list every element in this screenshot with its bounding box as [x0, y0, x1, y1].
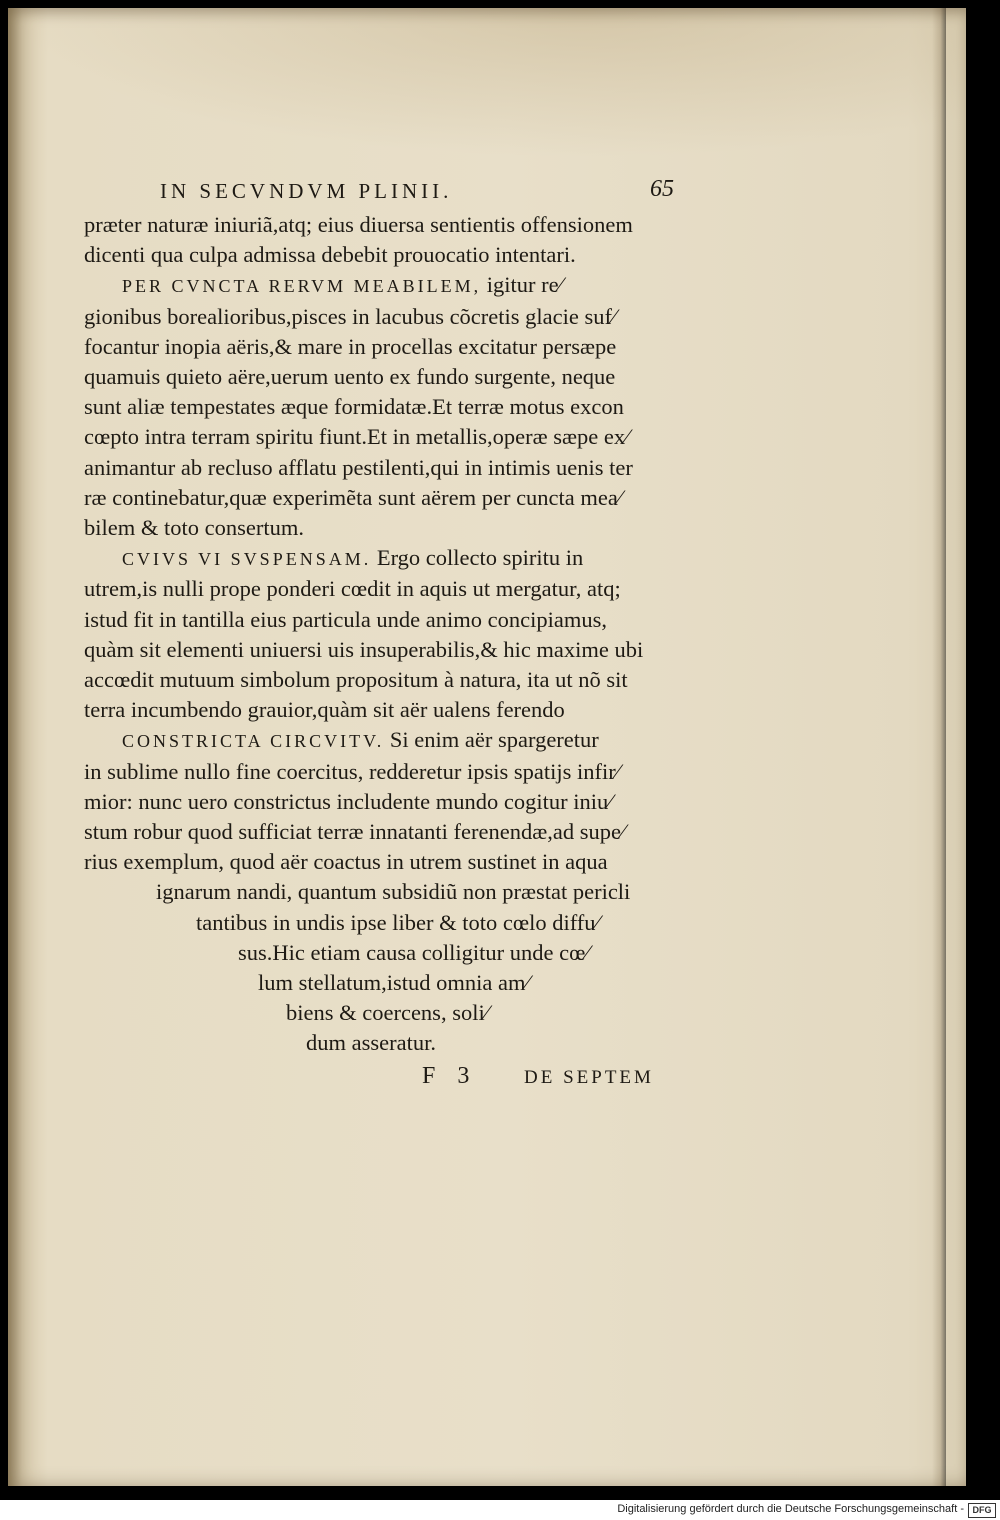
page-stain — [8, 8, 966, 158]
text-line: accœdit mutuum simbolum propositum à natura, ita ut nõ sit — [84, 667, 628, 693]
running-title: IN SECVNDVM PLINII. — [160, 179, 453, 203]
text-span: Ergo collecto spiritu in — [371, 545, 584, 571]
text-line: in sublime nullo fine coercitus, redderetur ipsis spatijs infir⁄ — [84, 758, 620, 784]
lemma: CVIVS VI SVSPENSAM. — [122, 549, 372, 570]
signature-mark: F 3 — [422, 1062, 478, 1089]
text-line: terra incumbendo grauior,quàm sit aër ualens ferendo — [84, 697, 565, 723]
text-line: mior: nunc uero constrictus includente mundo cogitur iniu⁄ — [84, 788, 613, 814]
text-line: quàm sit elementi uniuersi uis insuperabilis,& hic maxime ubi — [84, 636, 644, 662]
lemma: CONSTRICTA CIRCVITV. — [122, 731, 385, 752]
text-span: Si enim aër spargeretur — [384, 727, 599, 753]
taper-line: dum asseratur. — [306, 1030, 436, 1056]
text-line: animantur ab recluso afflatu pestilenti,qui in intimis uenis ter — [84, 454, 633, 480]
text-line: istud fit in tantilla eius particula unde animo concipiamus, — [84, 606, 608, 632]
text-line: sunt aliæ tempestates æque formidatæ.Et terræ motus excon — [84, 394, 624, 420]
text-line: focantur inopia aëris,& mare in procellas excitatur persæpe — [84, 333, 617, 359]
taper-line: biens & coercens, soli⁄ — [286, 1000, 489, 1026]
text-line: quamuis quieto aëre,uerum uento ex fundo surgente, neque — [84, 364, 616, 390]
paragraph-first-line — [84, 270, 704, 301]
running-head — [84, 176, 704, 210]
taper-line: sus.Hic etiam causa colligitur unde cœ⁄ — [238, 939, 590, 965]
text-line: utrem,is nulli prope ponderi cœdit in aquis ut mergatur, atq; — [84, 576, 621, 602]
credit-bar — [0, 1500, 1000, 1520]
folio-number: 65 — [650, 176, 674, 202]
catchword: DE SEPTEM — [524, 1066, 654, 1088]
book-page — [8, 8, 966, 1486]
paragraph-first-line — [84, 725, 704, 756]
text-line: cœpto intra terram spiritu fiunt.Et in metallis,operæ sæpe ex⁄ — [84, 424, 629, 450]
text-line: stum robur quod sufficiat terræ innatanti ferenendæ,ad supe⁄ — [84, 819, 625, 845]
text-line: gionibus borealioribus,pisces in lacubus cõcretis glacie suf⁄ — [84, 303, 616, 329]
text-span: igitur re⁄ — [481, 272, 563, 298]
text-line: præter naturæ iniuriã,atq; eius diuersa sentientis offensionem — [84, 212, 633, 237]
text-line: rius exemplum, quod aër coactus in utrem sustinet in aqua — [84, 849, 608, 875]
text-line: dicenti qua culpa admissa debebit prouocatio intentari. — [84, 242, 576, 268]
taper-line: ignarum nandi, quantum subsidiũ non præstat pericli — [156, 879, 631, 905]
text-line: ræ continebatur,quæ experimẽta sunt aërem per cuncta mea⁄ — [84, 484, 622, 510]
text-block — [84, 176, 704, 1095]
paragraph-first-line — [84, 543, 704, 574]
page-edge — [932, 8, 946, 1486]
dfg-logo-icon: DFG — [968, 1503, 996, 1518]
taper-line: tantibus in undis ipse liber & toto cœlo diffu⁄ — [196, 909, 600, 935]
page-footer — [84, 1061, 704, 1095]
taper-line: lum stellatum,istud omnia am⁄ — [258, 970, 530, 996]
credit-text: Digitalisierung gefördert durch die Deutsche Forschungsgemeinschaft - — [617, 1503, 964, 1515]
text-line: bilem & toto consertum. — [84, 515, 304, 541]
lemma: PER CVNCTA RERVM MEABILEM, — [122, 276, 482, 297]
